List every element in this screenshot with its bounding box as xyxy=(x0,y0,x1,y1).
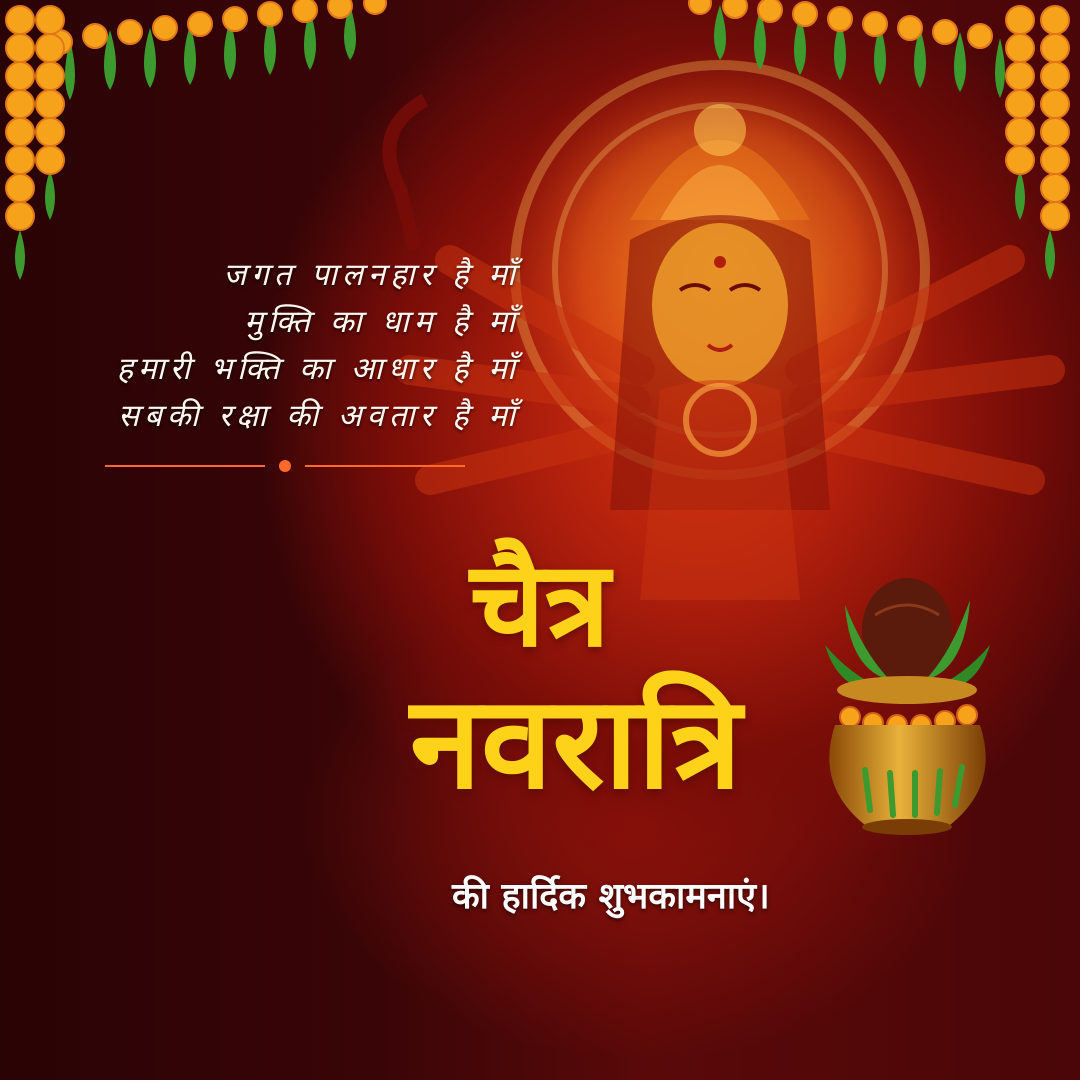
title-line-1: चैत्र xyxy=(470,535,611,673)
marigold-garland-left xyxy=(0,0,420,290)
poem-line-4: सबकी रक्षा की अवतार है माँ xyxy=(118,398,520,434)
marigold-garland-right xyxy=(660,0,1080,290)
title-line-2: नवरात्रि xyxy=(410,669,742,818)
ornament-divider xyxy=(105,456,465,476)
poem-block xyxy=(40,252,520,440)
poem-line-2: मुक्ति का धाम है माँ xyxy=(244,304,520,340)
kalash-icon xyxy=(815,575,1000,840)
poem-line-1: जगत पालनहार है माँ xyxy=(223,257,520,293)
poem-line-3: हमारी भक्ति का आधार है माँ xyxy=(116,351,520,387)
subtitle: की हार्दिक शुभकामनाएं। xyxy=(452,876,770,917)
